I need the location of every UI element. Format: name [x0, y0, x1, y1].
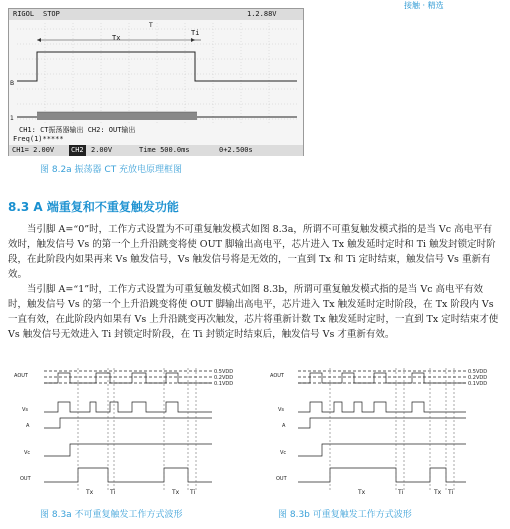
- signal-label-aout-b: AOUT: [270, 373, 284, 379]
- svg-text:1: 1: [10, 115, 14, 122]
- signal-label-vs: Vs: [22, 407, 29, 413]
- timing-diagram-b: [270, 368, 500, 496]
- timing-diagram-a: [14, 368, 244, 496]
- signal-label-vc-b: Vc: [280, 450, 287, 456]
- scope-timebase: Time 500.0ms: [139, 146, 190, 154]
- signal-label-vs-b: Vs: [278, 407, 285, 413]
- level-0-1vdd-b: 0.1VDD: [468, 381, 488, 387]
- timing-b-ti-2: Ti: [448, 489, 454, 496]
- scope-ti-label: Ti: [191, 29, 200, 37]
- scope-trigger-info: 1.2.88V: [247, 10, 277, 18]
- svg-text:B: B: [10, 80, 15, 87]
- page-header-text: 接触 · 精选: [404, 1, 444, 10]
- oscilloscope-screen: [8, 8, 304, 156]
- figure-8-3a-caption: 图 8.3a 不可重复触发工作方式波形: [40, 510, 183, 520]
- signal-label-a-b: A: [282, 423, 286, 429]
- timing-a-ti-2: Ti: [190, 489, 196, 496]
- signal-label-aout: AOUT: [14, 373, 28, 379]
- paragraph-2: 当引脚 A=“1”时，工作方式设置为可重复触发模式如图 8.3b，所谓可重复触发模式指的是当 Vc 高电平有效时，触发信号 Vs 的第一个上升沿跳变将使 OUT 脚输出高电平，芯片进入 Tx 触发延时定时阶段，在 Tx 阶段内 Vs 一直有效，在此阶段内如果有 Vs 上升沿跳变再次触发，芯片将重新计数 Tx 触发延时定时，一直到 Tx 定时结束才使 Vs 触发信号无效进入 Ti 封锁定时阶段，在 Ti 封锁定时结束后，触发信号 Vs 才重新有效。: [8, 284, 499, 340]
- signal-label-a: A: [26, 423, 30, 429]
- signal-label-out: OUT: [20, 476, 31, 482]
- scope-ch2-box: CH2: [71, 146, 84, 154]
- body-text: [8, 222, 500, 342]
- level-0-5vdd: 0.5VDD: [214, 369, 234, 375]
- scope-ch1-scale: CH1= 2.00V: [12, 146, 55, 154]
- level-0-2vdd: 0.2VDD: [214, 375, 234, 381]
- scope-tx-label: Tx: [112, 34, 121, 42]
- scope-delay: 0+2.500s: [219, 146, 253, 154]
- figure-8-2a-caption: 图 8.2a 振荡器 CT 充放电原理框图: [40, 165, 183, 175]
- timing-b-tx-2: Tx: [434, 489, 442, 496]
- scope-brand: RIGOL: [13, 10, 35, 18]
- scope-frequency: Freq(1)*****: [13, 135, 64, 143]
- paragraph-1: 当引脚 A=“0”时，工作方式设置为不可重复触发模式如图 8.3a，所谓不可重复触发模式指的是当 Vc 高电平有效时，触发信号 Vs 的第一个上升沿跳变将使 OUT 脚输出高电平，芯片进入 Tx 触发延时定时和 Ti 触发封锁定时阶段，在此阶段内如果再来 Vs 触发信号，Vs 触发信号将是无效的，一直到 Tx 和 Ti 定时结束，触发信号 Vs 重新有效。: [8, 224, 496, 280]
- section-title: 8.3 A 端重复和不重复触发功能: [8, 200, 179, 214]
- level-0-1vdd: 0.1VDD: [214, 381, 234, 387]
- timing-b-tx-1: Tx: [358, 489, 366, 496]
- level-0-2vdd-b: 0.2VDD: [468, 375, 488, 381]
- timing-b-ti-1: Ti: [398, 489, 404, 496]
- scope-status: STOP: [43, 10, 60, 18]
- timing-a-tx-1: Tx: [86, 489, 94, 496]
- signal-label-vc: Vc: [24, 450, 31, 456]
- timing-a-tx-2: Tx: [172, 489, 180, 496]
- signal-label-out-b: OUT: [276, 476, 287, 482]
- scope-channel-note: CH1: CT振荡器输出 CH2: OUT输出: [19, 126, 136, 134]
- scope-ch2-scale: 2.00V: [91, 146, 113, 154]
- figure-8-3b-caption: 图 8.3b 可重复触发工作方式波形: [278, 510, 412, 520]
- scope-bottom-bar: [9, 145, 303, 156]
- svg-text:T: T: [149, 22, 153, 29]
- level-0-5vdd-b: 0.5VDD: [468, 369, 488, 375]
- timing-a-ti-1: Ti: [110, 489, 116, 496]
